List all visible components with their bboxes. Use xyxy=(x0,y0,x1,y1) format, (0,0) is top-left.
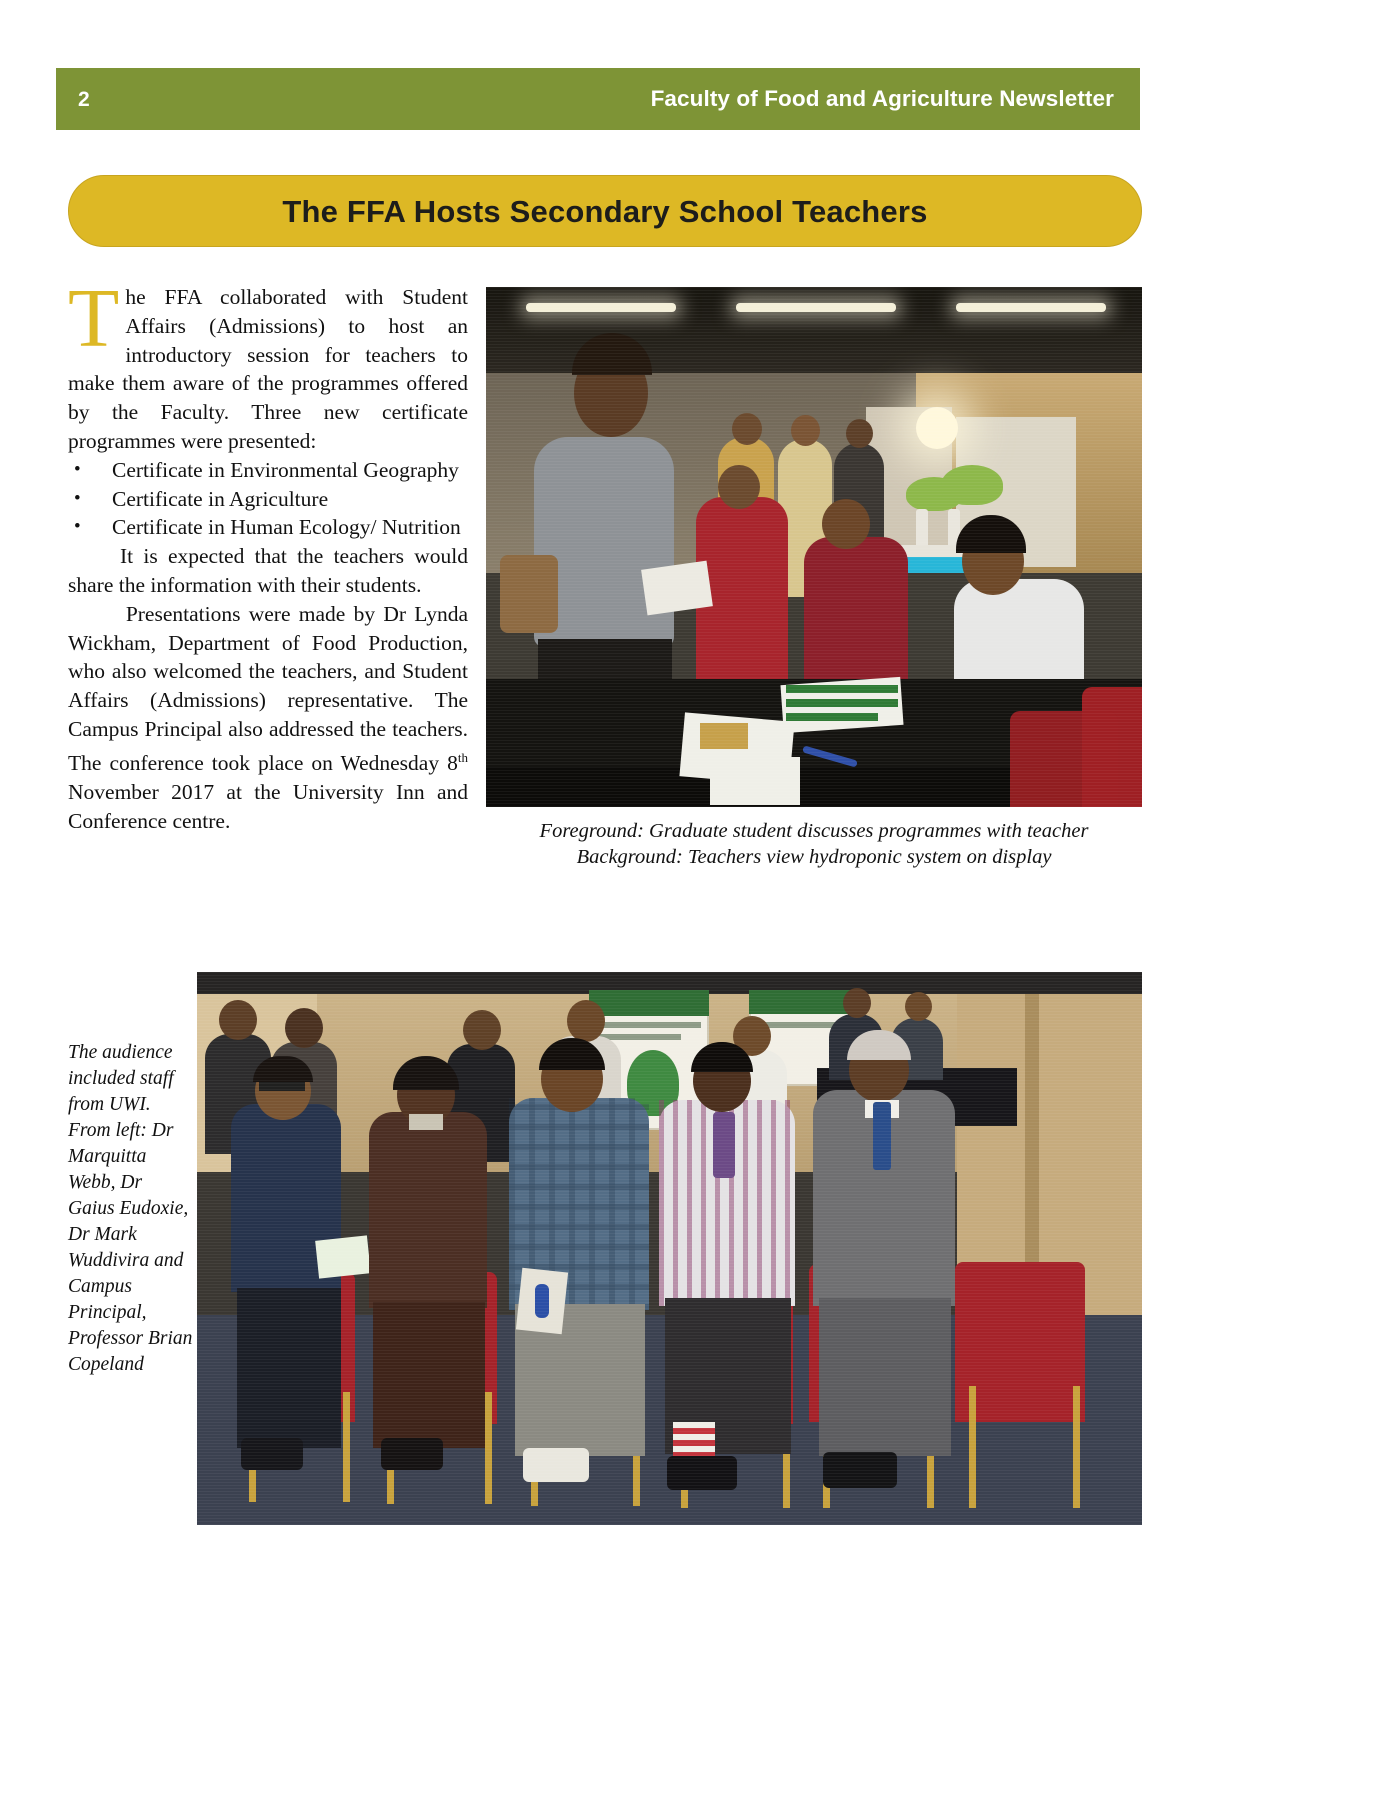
page-header-band xyxy=(56,68,1140,130)
photo-audience xyxy=(197,972,1142,1525)
drop-cap-letter: T xyxy=(68,272,120,365)
photo-conference-booth-image xyxy=(486,287,1142,807)
photo-conference-booth xyxy=(486,287,1142,807)
article-paragraph-3 xyxy=(68,600,468,836)
photo-audience-image xyxy=(197,972,1142,1525)
programme-list xyxy=(68,456,468,542)
photo-conference-booth-caption xyxy=(486,818,1142,870)
paragraph-3-text-part-2: November 2017 at the University Inn and Conference centre. xyxy=(68,779,468,833)
list-item xyxy=(68,513,468,542)
page-number: 2 xyxy=(78,87,90,111)
caption-line-2: Background: Teachers view hydroponic system on display xyxy=(576,846,1052,868)
list-item xyxy=(68,485,468,514)
paragraph-3-text-part-1: Presentations were made by Dr Lynda Wickham, Department of Food Production, who also welcomed the teachers, and Student Affairs (Admissions) representative. The Campus Principal also addressed the teachers. The conference took place on Wednesday 8 xyxy=(68,601,469,775)
article-text-column xyxy=(68,272,469,835)
article-banner xyxy=(68,175,1142,247)
article-headline: The FFA Hosts Secondary School Teachers xyxy=(282,193,928,229)
article-paragraph-1 xyxy=(68,272,468,456)
programme-item-1: Certificate in Agriculture xyxy=(112,486,329,511)
article-paragraph-2 xyxy=(68,542,468,600)
caption-line-1: Foreground: Graduate student discusses programmes with teacher xyxy=(539,820,1089,842)
list-item xyxy=(68,456,468,485)
paragraph-2-text: It is expected that the teachers would share the information with their students. xyxy=(68,544,468,597)
programme-item-2: Certificate in Human Ecology/ Nutrition xyxy=(112,515,461,540)
newsletter-title: Faculty of Food and Agriculture Newsletter xyxy=(650,85,1114,111)
date-ordinal-suffix: th xyxy=(457,749,468,765)
programme-item-0: Certificate in Environmental Geography xyxy=(112,457,459,482)
photo-audience-side-caption: The audience included staff from UWI. From left: Dr Marquitta Webb, Dr Gaius Eudoxie, Dr Mark Wuddivira and Campus Principal, Professor Brian Copeland xyxy=(68,1042,193,1375)
paragraph-1-text: he FFA collaborated with Student Affairs (Admissions) to host an introductory session for teachers to make them aware of the programmes offered by the Faculty. Three new certificate programmes were presented: xyxy=(68,285,468,453)
